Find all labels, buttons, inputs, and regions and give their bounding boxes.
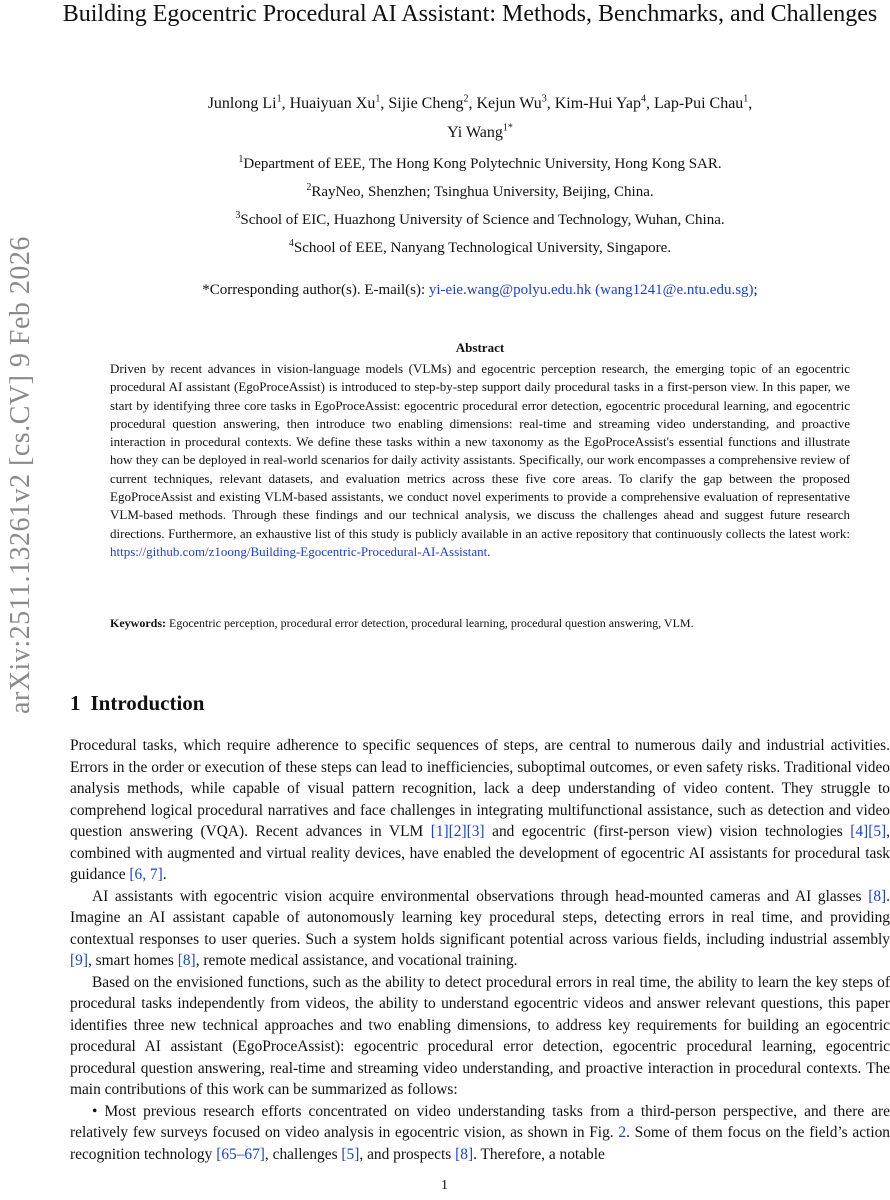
arxiv-side-stamp [2,236,40,714]
section-title-text: Introduction [90,691,205,715]
paper-title: Building Egocentric Procedural AI Assistant: Methods, Benchmarks, and Challenges [62,1,878,27]
arxiv-identifier: arXiv:2511.13261v2 [cs.CV] 9 Feb 2026 [5,236,36,714]
author: Yi Wang$^{1*}$ [447,122,513,141]
author: Lap-Pui Chau$^1$, [653,94,753,113]
affiliation-list [70,148,890,260]
abstract-body: Driven by recent advances in vision-language models (VLMs) and egocentric perception research, the emerging topic of an egocentric procedural AI assistant (EgoProceAssist) is introduced to step-by-step support daily procedural tasks in a first-person view. In this paper, we start by identifying three core tasks in EgoProceAssist: egocentric procedural error detection, egocentric procedural learning, and egocentric procedural question answering, then introduce two enabling dimensions: real-time and streaming video understanding, and proactive interaction in procedural contexts. We define these tasks within a new taxonomy as the EgoProceAssist's essential functions and illustrate how they can be deployed in real-world scenarios for daily activity assistants. Specifically, our work encompasses a comprehensive review of current techniques, relevant datasets, and evaluation metrics across these five core areas. To clarify the gap between the proposed EgoProceAssist and existing VLM-based assistants, we conduct novel experiments to provide a comprehensive evaluation of representative VLM-based methods. Through these findings and our technical analysis, we discuss the challenges ahead and suggest future research directions. Furthermore, an exhaustive list of this study is publicly available in an active repository that continuously collects the latest work: https://github.com/z1oong/Building-Egocentric-Procedural-AI-Assistant. [110,361,850,559]
affiliation: $^1$Department of EEE, The Hong Kong Polytechnic University, Hong Kong SAR. [238,154,722,172]
author: Sijie Cheng$^2$, [388,94,477,113]
affiliation: $^4$School of EEE, Nanyang Technological University, Singapore. [288,238,672,256]
bullet-icon: • [92,1102,98,1120]
citation-link[interactable]: [8] [868,887,887,905]
citation-link[interactable]: [9] [70,952,88,969]
author-list [70,88,890,145]
keywords-label: Keywords: [110,616,166,630]
citation-link[interactable]: [3] [466,823,485,840]
affiliation: $^2$RayNeo, Shenzhen; Tsinghua University, Beijing, China. [306,182,654,200]
citation-link[interactable]: [8] [177,952,196,969]
abstract-heading: Abstract [455,340,505,355]
citation-link[interactable]: [2] [448,823,467,840]
citation-link[interactable]: [5] [341,1145,360,1163]
keywords-text: Egocentric perception, procedural error detection, procedural learning, procedural question answering, VLM. [166,616,694,630]
author: Kim-Hui Yap$^4$, [554,94,654,113]
corresponding-author: *Corresponding author(s). E-mail(s): yi-eie.wang@polyu.edu.hk (wang1241@e.ntu.edu.sg); [202,282,758,298]
citation-link[interactable]: [4] [850,823,869,840]
citation-link[interactable]: [5] [868,823,887,840]
author: Huaiyuan Xu$^1$, [289,94,389,113]
author: Kejun Wu$^3$, [476,94,555,113]
bullet-paragraph: • Most previous research efforts concentrated on video understanding tasks from a third-person perspective, and there are relatively few surveys focused on video analysis in egocentric vision, as shown in Fig. 2. Some of them focus on the field’s action recognition technology [65–67], challenges [5], and prospects [8]. Therefore, a notable [70,1102,890,1163]
section-number: 1 [70,691,81,715]
citation-link[interactable]: [6, 7] [129,866,163,883]
keywords [110,614,850,632]
repository-link[interactable]: https://github.com/z1oong/Building-Egocentric-Procedural-AI-Assistant [110,543,488,559]
author: Junlong Li$^1$, [207,94,290,113]
email-link-secondary[interactable]: (wang1241@e.ntu.edu.sg) [595,282,754,298]
paragraph: Based on the envisioned functions, such as the ability to detect procedural errors in real time, the ability to learn the key steps of procedural tasks independently from videos, the ability to understand egocentric videos and answer relevant questions, this paper identifies three new technical approaches and two enabling dimensions, to address key requirements for building an egocentric procedural AI assistant (EgoProceAssist): egocentric procedural error detection, egocentric procedural learning, egocentric procedural question answering, real-time and streaming video understanding, and proactive interaction in procedural contexts. The main contributions of this work can be summarized as follows: [70,973,890,1098]
figure-ref-link[interactable]: 2 [618,1124,627,1141]
citation-link[interactable]: [8] [455,1145,474,1163]
page-number: 1 [441,1178,448,1193]
affiliation: $^3$School of EIC, Huazhong University of Science and Technology, Wuhan, China. [235,210,725,228]
citation-link[interactable]: [65–67] [216,1145,265,1163]
paragraph: Procedural tasks, which require adherence to specific sequences of steps, are central to numerous daily and industrial activities. Errors in the order or execution of these steps can lead to inefficiencies, suboptimal outcomes, or even safety risks. Traditional video analysis methods, while capable of visual pattern recognition, lack a deep understanding of video content. They struggle to comprehend logical procedural narratives and face challenges in integrating multifunctional assistance, such as detection and video question answering (VQA). Recent advances in VLM [1][2][3] and egocentric (first-person view) vision technologies [4][5], combined with augmented and virtual reality devices, have enabled the development of egocentric AI assistants for procedural task guidance [6, 7]. [70,737,890,883]
introduction-body [70,735,890,1165]
email-link-primary[interactable]: yi-eie.wang@polyu.edu.hk [428,282,592,298]
citation-link[interactable]: [1] [430,823,449,840]
section-heading [70,691,204,716]
paragraph: AI assistants with egocentric vision acquire environmental observations through head-mounted cameras and AI glasses [8]. Imagine an AI assistant capable of autonomously learning key procedural steps, detecting errors in real time, and providing contextual responses to user queries. Such a system holds significant potential across various fields, including industrial assembly [9], smart homes [8], remote medical assistance, and vocational training. [70,887,890,969]
